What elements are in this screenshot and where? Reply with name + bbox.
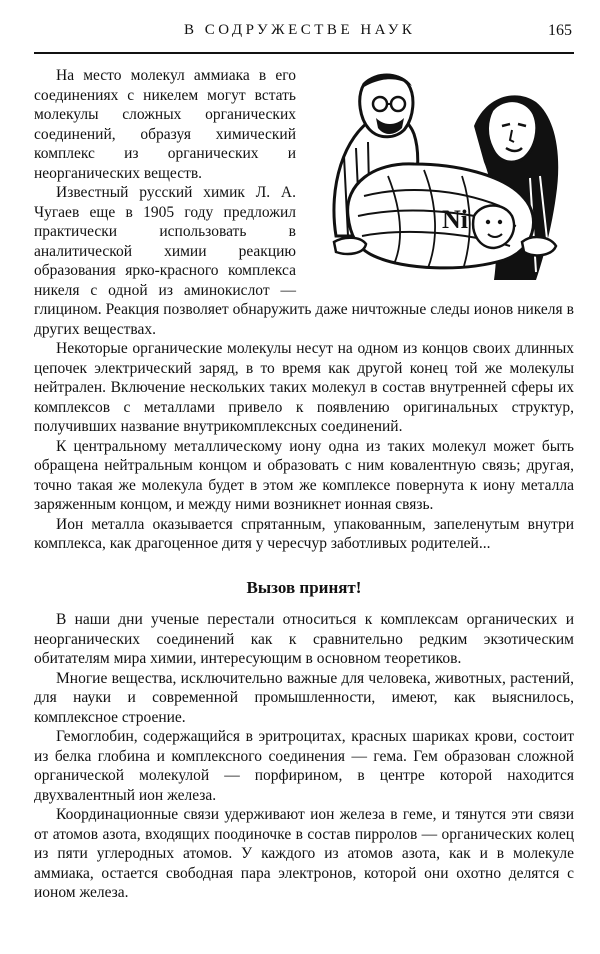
header-rule bbox=[34, 52, 574, 54]
paragraph: Координационные связи удерживают ион железа в геме, и тянутся эти связи от атомов азота, входящих поодиночке в состав пирролов — органических колец из пяти углеродных атомов. У каждого из атомов азота, как и в молекуле аммиака, остается свободная пара электронов, которой они охотно делятся с ионом железа. bbox=[34, 806, 574, 901]
page-header bbox=[34, 22, 572, 48]
paragraph: Ион металла оказывается спрятанным, упакованным, запеленутым внутри комплекса, как драгоценное дитя у чересчур заботливых родителей... bbox=[34, 515, 574, 552]
body-text bbox=[34, 66, 574, 903]
paragraph: Гемоглобин, содержащийся в эритроцитах, красных шариках крови, состоит из белка глобина и комплексного соединения — гема. Гем образован сложной органической молекулой — порфирином, в центре которой находится двухвалентный ион железа. bbox=[34, 728, 574, 804]
paragraph: Некоторые органические молекулы несут на одном из концов своих длинных цепочек электрический заряд, в то время как другой конец той же молекулы нейтрален. Включение нескольких таких молекул в состав внутренней сферы их комплексов с металлами привело к появлению оригинальных структур, получивших название внутрикомплексных соединений. bbox=[34, 340, 574, 435]
woodcut-illustration bbox=[304, 66, 574, 284]
running-title: В СОДРУЖЕСТВЕ НАУК bbox=[184, 22, 416, 38]
paragraph: На место молекул аммиака в его соединениях с никелем могут встать молекулы сложных органических соединений, образуя химический комплекс из органических и неорганических веществ. bbox=[34, 67, 296, 182]
illustration-label: Ni bbox=[442, 205, 468, 234]
paragraph: Известный русский химик Л. А. Чугаев еще в 1905 году предложил практически использовать в аналитической химии реакцию образования ярко-красного комплекса никеля с одной из аминокислот — глицином. Реакция позволяет обнаружить даже ничтожные следы ионов никеля в других веществах. bbox=[34, 184, 574, 338]
paragraph: В наши дни ученые перестали относиться к комплексам органических и неорганических соединений как к сравнительно редким экзотическим обитателям мира химии, интересующим в основном теоретиков. bbox=[34, 611, 574, 667]
section-heading: Вызов принят! bbox=[246, 577, 362, 597]
paragraph: К центральному металлическому иону одна из таких молекул может быть обращена нейтральным концом и образовать с ним ковалентную связь; другая, точно такая же молекула будет в этом же комплексе повернута к иону металла заряженным концом, и между ними возникнет ионная связь. bbox=[34, 437, 574, 513]
page-number: 165 bbox=[548, 22, 572, 39]
paragraph: Многие вещества, исключительно важные для человека, животных, растений, для науки и современной промышленности, имеют, как выяснилось, комплексное строение. bbox=[34, 669, 574, 726]
